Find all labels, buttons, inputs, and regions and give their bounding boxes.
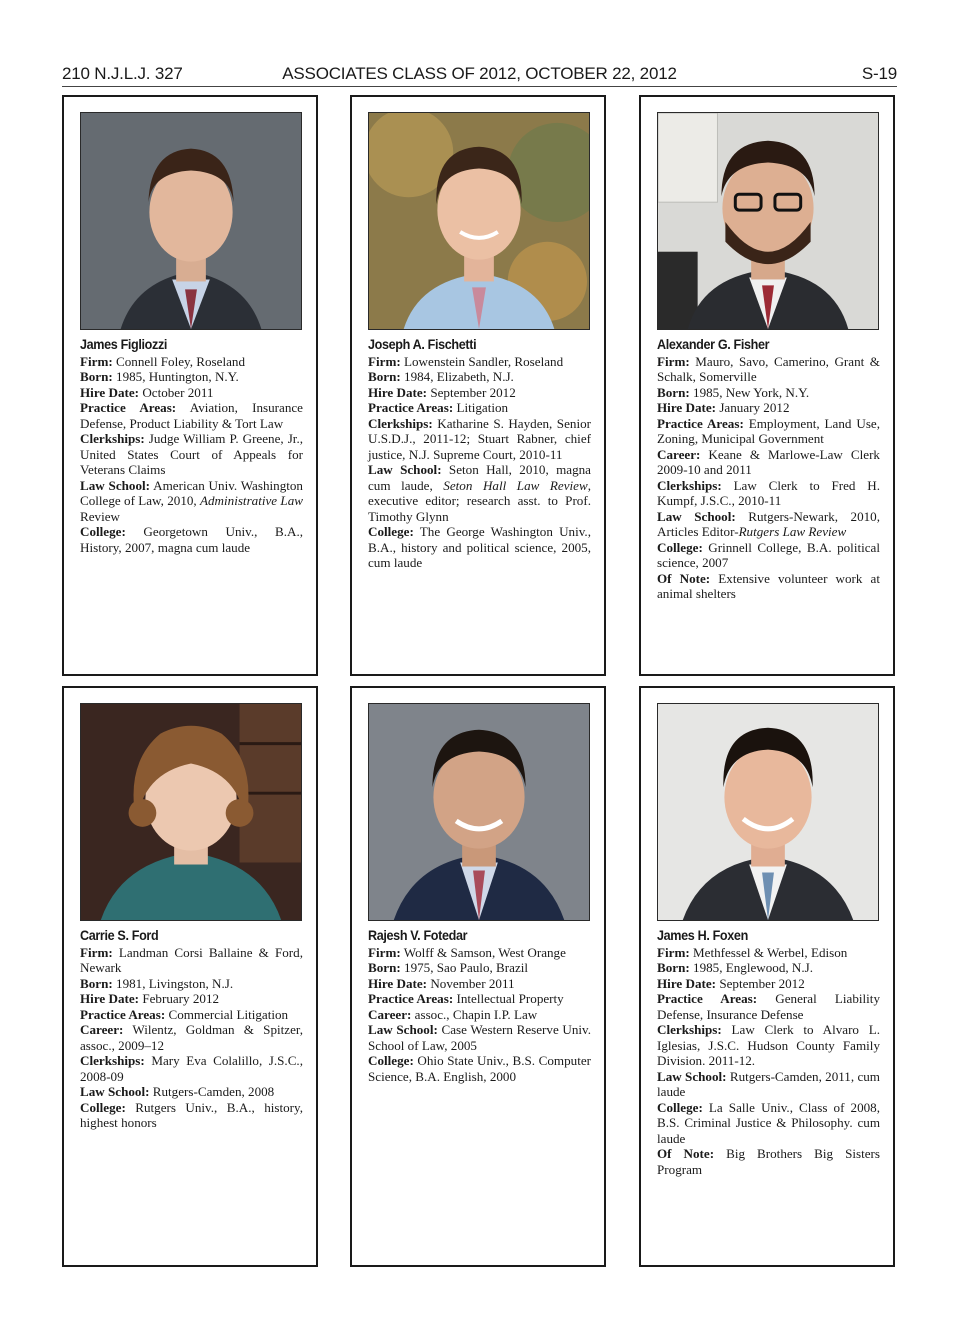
- field-value: Methfessel & Werbel, Edison: [693, 944, 848, 960]
- born-field: [657, 385, 880, 401]
- field-label: Firm:: [80, 944, 113, 960]
- field-label: Career:: [80, 1022, 124, 1037]
- field-value: September 2012: [719, 975, 805, 991]
- field-label: Born:: [80, 369, 113, 384]
- field-label: Practice Areas:: [657, 415, 744, 431]
- hire-date-field: [657, 400, 880, 416]
- field-label: Clerkships:: [80, 1053, 145, 1068]
- page-number: S-19: [861, 64, 897, 83]
- field-value: Ohio State Univ., B.S. Computer Science, B.A. English, 2000: [368, 1053, 591, 1084]
- field-label: Law School:: [368, 1022, 438, 1037]
- field-value: Katharine S. Hayden, Senior U.S.D.J., 2011-12; Stuart Rabner, chief justice, N.J. Supreme Court, 2010-11: [368, 415, 591, 462]
- profile-card: [350, 95, 606, 676]
- field-value: Connell Foley, Roseland: [116, 353, 245, 369]
- field-label: Practice Areas:: [657, 991, 758, 1006]
- practice-areas-field: [368, 991, 591, 1007]
- field-label: Practice Areas:: [80, 400, 177, 415]
- profile-info: [80, 928, 303, 1131]
- field-value: Wolff & Samson, West Orange: [403, 944, 566, 960]
- clerkships-field: [368, 416, 591, 463]
- college-field: [657, 1100, 880, 1147]
- firm-field: [368, 945, 591, 961]
- field-label: Law School:: [657, 1068, 727, 1084]
- field-label: Firm:: [368, 353, 401, 369]
- field-label: Law School:: [657, 508, 736, 524]
- profile-name: Rajesh V. Fotedar: [368, 927, 468, 943]
- headshot-photo: [80, 703, 302, 921]
- field-value: American Univ. Washington College of Law, 2010,: [80, 477, 303, 508]
- practice-areas-field: [657, 416, 880, 447]
- field-value: Rutgers-Camden, 2008: [152, 1084, 275, 1099]
- born-field: [368, 960, 591, 976]
- field-label: Law School:: [80, 1084, 150, 1099]
- hire-date-field: [657, 976, 880, 992]
- practice-areas-field: [368, 400, 591, 416]
- field-label: Born:: [368, 960, 401, 975]
- born-field: [80, 976, 303, 992]
- page-header: [62, 62, 897, 87]
- firm-field: [657, 945, 880, 961]
- field-label: Hire Date:: [80, 384, 140, 400]
- field-value: Case Western Reserve Univ. School of Law, 2005: [368, 1022, 592, 1053]
- field-label: Clerkships:: [657, 1022, 722, 1037]
- field-value: Judge William P. Greene, Jr., United States Court of Appeals for Veterans Claims: [80, 431, 303, 477]
- field-label: Hire Date:: [657, 400, 717, 415]
- field-value: February 2012: [142, 991, 220, 1006]
- profile-name: James Figliozzi: [80, 336, 168, 352]
- field-label: Born:: [657, 960, 690, 975]
- field-value: 1975, Sao Paulo, Brazil: [404, 960, 529, 975]
- field-label: Firm:: [80, 353, 113, 369]
- career-field: [368, 1007, 591, 1023]
- field-value: Rutgers-Newark, 2010, Articles Editor-: [657, 508, 881, 539]
- field-value: 1985, Huntington, N.Y.: [116, 369, 239, 384]
- profile-info: [368, 928, 591, 1084]
- field-label: Clerkships:: [657, 477, 722, 493]
- profile-info: [657, 928, 880, 1177]
- profile-card: [350, 686, 606, 1267]
- headshot-photo: [368, 112, 590, 330]
- field-value: Georgetown Univ., B.A., History, 2007, magna cum laude: [80, 524, 303, 555]
- field-label: Firm:: [368, 944, 401, 960]
- college-field: [368, 1053, 591, 1084]
- law-school-field: [657, 1069, 880, 1100]
- field-label: College:: [657, 1099, 703, 1115]
- college-field: [80, 1100, 303, 1131]
- field-label: Hire Date:: [657, 975, 717, 991]
- hire-date-field: [80, 991, 303, 1007]
- field-value: Wilentz, Goldman & Spitzer, assoc., 2009–12: [80, 1022, 303, 1053]
- field-label: Born:: [368, 369, 401, 384]
- field-value: Grinnell College, B.A. political science, 2007: [657, 539, 880, 570]
- firm-field: [368, 354, 591, 370]
- field-value: Intellectual Property: [456, 991, 564, 1006]
- field-value: January 2012: [719, 400, 790, 415]
- of-note-field: [657, 1146, 880, 1177]
- clerkships-field: [657, 478, 880, 509]
- field-label: Hire Date:: [80, 991, 140, 1006]
- headshot-photo: [368, 703, 590, 921]
- field-italic: Rutgers Law Review: [738, 524, 847, 539]
- hire-date-field: [368, 385, 591, 401]
- profile-name: James H. Foxen: [657, 927, 748, 943]
- field-value: Seton Hall, 2010, magna cum laude,: [368, 462, 591, 493]
- field-label: Firm:: [657, 353, 690, 369]
- profile-info: [80, 337, 303, 555]
- field-value: Mary Eva Colalillo, J.S.C., 2008-09: [80, 1053, 303, 1084]
- field-value: October 2011: [142, 384, 214, 400]
- field-value: Commercial Litigation: [168, 1006, 289, 1022]
- field-value: Aviation, Insurance Defense, Product Liability & Tort Law: [80, 400, 303, 431]
- field-value: Landman Corsi Ballaine & Ford, Newark: [80, 944, 303, 975]
- field-value: 1985, Englewood, N.J.: [693, 960, 814, 975]
- profile-info: [657, 337, 880, 602]
- field-value: Litigation: [456, 400, 509, 415]
- hire-date-field: [368, 976, 591, 992]
- field-value: Lowenstein Sandler, Roseland: [404, 353, 564, 369]
- field-label: Hire Date:: [368, 384, 428, 400]
- field-value: 1984, Elizabeth, N.J.: [404, 369, 514, 384]
- headshot-photo: [657, 112, 879, 330]
- field-label: Career:: [368, 1006, 412, 1022]
- field-value: 1981, Livingston, N.J.: [116, 975, 234, 991]
- law-school-field: [80, 1084, 303, 1100]
- field-label: Career:: [657, 446, 701, 462]
- field-value: November 2011: [430, 975, 515, 991]
- clerkships-field: [657, 1022, 880, 1069]
- field-value: , executive editor; research asst. to Prof. Timothy Glynn: [368, 477, 591, 524]
- headshot-photo: [657, 703, 879, 921]
- law-school-field: [657, 509, 880, 540]
- field-label: Born:: [657, 384, 690, 400]
- field-value: Employment, Land Use, Zoning, Municipal Government: [657, 415, 880, 446]
- field-value: Keane & Marlowe-Law Clerk 2009-10 and 2011: [657, 446, 880, 477]
- law-school-field: [368, 1022, 591, 1053]
- field-value: The George Washington Univ., B.A., history and political science, 2005, cum laude: [368, 524, 591, 570]
- field-label: Of Note:: [657, 570, 711, 586]
- firm-field: [80, 354, 303, 370]
- firm-field: [657, 354, 880, 385]
- field-label: College:: [368, 524, 414, 539]
- born-field: [368, 369, 591, 385]
- clerkships-field: [80, 1053, 303, 1084]
- field-value: Extensive volunteer work at animal shelters: [657, 570, 880, 601]
- practice-areas-field: [80, 400, 303, 431]
- field-value: Mauro, Savo, Camerino, Grant & Schalk, Somerville: [657, 353, 880, 384]
- field-label: College:: [368, 1053, 414, 1068]
- born-field: [657, 960, 880, 976]
- profile-card: [62, 95, 318, 676]
- field-label: Of Note:: [657, 1146, 715, 1161]
- field-label: Law School:: [80, 477, 151, 493]
- headshot-photo: [80, 112, 302, 330]
- field-label: Clerkships:: [80, 431, 145, 446]
- field-value: Big Brothers Big Sisters Program: [657, 1146, 880, 1177]
- profile-name: Alexander G. Fisher: [657, 336, 770, 352]
- profile-card: [639, 686, 895, 1267]
- field-label: Firm:: [657, 944, 690, 960]
- field-italic: Administrative Law: [200, 493, 303, 508]
- field-label: Hire Date:: [368, 975, 428, 991]
- field-value: La Salle Univ., Class of 2008, B.S. Criminal Justice & Philosophy. cum laude: [657, 1099, 880, 1146]
- field-value: General Liability Defense, Insurance Defense: [657, 991, 880, 1022]
- field-label: College:: [657, 539, 703, 555]
- field-value: assoc., Chapin I.P. Law: [414, 1006, 538, 1022]
- field-label: Law School:: [368, 462, 442, 477]
- practice-areas-field: [657, 991, 880, 1022]
- profile-name: Carrie S. Ford: [80, 927, 159, 943]
- profile-name: Joseph A. Fischetti: [368, 336, 477, 352]
- college-field: [80, 524, 303, 555]
- field-label: Born:: [80, 975, 113, 991]
- field-label: Practice Areas:: [368, 400, 454, 415]
- hire-date-field: [80, 385, 303, 401]
- section-title: ASSOCIATES CLASS OF 2012, OCTOBER 22, 2012: [282, 64, 677, 83]
- profile-card: [639, 95, 895, 676]
- college-field: [657, 540, 880, 571]
- law-school-field: [80, 478, 303, 525]
- profile-card: [62, 686, 318, 1267]
- field-value: Law Clerk to Fred H. Kumpf, J.S.C., 2010-11: [657, 477, 880, 508]
- field-value: Review: [80, 508, 120, 524]
- born-field: [80, 369, 303, 385]
- of-note-field: [657, 571, 880, 602]
- field-label: Clerkships:: [368, 415, 433, 431]
- practice-areas-field: [80, 1007, 303, 1023]
- career-field: [80, 1022, 303, 1053]
- field-value: Rutgers-Camden, 2011, cum laude: [657, 1068, 880, 1099]
- field-value: September 2012: [430, 384, 516, 400]
- field-value: Law Clerk to Alvaro L. Iglesias, J.S.C. Hudson County Family Division. 2011-12.: [657, 1022, 880, 1068]
- field-label: Practice Areas:: [80, 1006, 166, 1022]
- field-label: College:: [80, 1099, 126, 1115]
- career-field: [657, 447, 880, 478]
- citation: 210 N.J.L.J. 327: [62, 64, 183, 83]
- field-label: College:: [80, 524, 126, 539]
- field-italic: Seton Hall Law Review: [443, 477, 588, 493]
- field-label: Practice Areas:: [368, 991, 454, 1006]
- law-school-field: [368, 462, 591, 524]
- profile-info: [368, 337, 591, 571]
- field-value: 1985, New York, N.Y.: [693, 384, 810, 400]
- field-value: Rutgers Univ., B.A., history, highest honors: [80, 1099, 303, 1130]
- clerkships-field: [80, 431, 303, 478]
- college-field: [368, 524, 591, 571]
- firm-field: [80, 945, 303, 976]
